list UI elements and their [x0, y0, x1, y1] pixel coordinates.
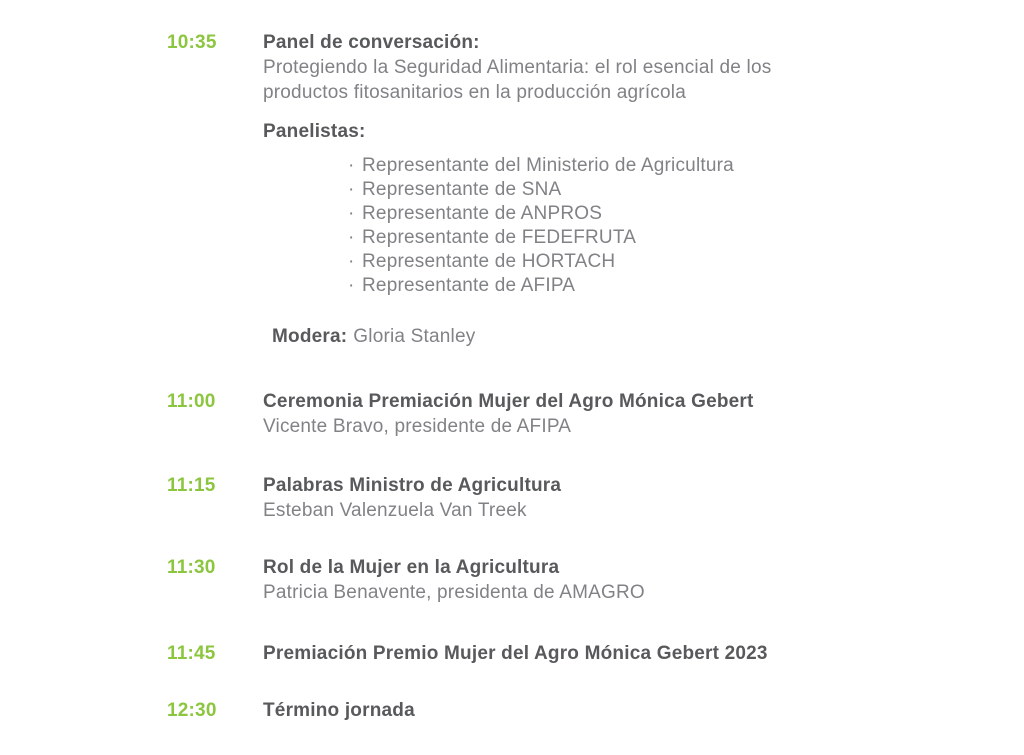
- time-label: 11:15: [167, 475, 216, 496]
- bullet-dot: ·: [348, 179, 355, 200]
- bullet-dot: ·: [348, 155, 355, 176]
- agenda-item-content: [263, 30, 903, 349]
- panelist-name: Representante de SNA: [362, 179, 562, 200]
- panelist-item: [348, 226, 903, 250]
- event-title: Rol de la Mujer en la Agricultura: [263, 557, 560, 578]
- event-title: Ceremonia Premiación Mujer del Agro Mónica Gebert: [263, 391, 754, 412]
- agenda-item-termino: [167, 698, 1024, 723]
- panelist-name: Representante de ANPROS: [362, 203, 603, 224]
- panelist-name: Representante del Ministerio de Agricultura: [362, 155, 734, 176]
- bullet-dot: ·: [348, 251, 355, 272]
- agenda-item-content: [263, 473, 903, 523]
- panelist-list: [263, 154, 903, 298]
- panelist-name: Representante de FEDEFRUTA: [362, 227, 637, 248]
- event-title: Término jornada: [263, 700, 415, 721]
- bullet-dot: ·: [348, 275, 355, 296]
- event-description: [263, 55, 903, 105]
- event-title: Palabras Ministro de Agricultura: [263, 475, 562, 496]
- agenda-item-palabras-ministro: [167, 473, 1024, 523]
- panelist-item: [348, 250, 903, 274]
- panelist-name: Representante de AFIPA: [362, 275, 576, 296]
- time-label: 11:45: [167, 643, 216, 664]
- event-description-line: productos fitosanitarios en la producción agrícola: [263, 82, 686, 103]
- panelist-item: [348, 154, 903, 178]
- panelists-heading: Panelistas:: [263, 121, 366, 142]
- time-label: 10:35: [167, 32, 217, 53]
- panelist-item: [348, 202, 903, 226]
- event-subtitle: Esteban Valenzuela Van Treek: [263, 500, 527, 521]
- panelist-item: [348, 274, 903, 298]
- bullet-dot: ·: [348, 227, 355, 248]
- time-label: 12:30: [167, 700, 217, 721]
- event-title: Premiación Premio Mujer del Agro Mónica Gebert 2023: [263, 643, 768, 664]
- agenda-item-content: [263, 555, 903, 605]
- moderator-label: Modera:: [272, 326, 348, 347]
- agenda-item-panel: [167, 30, 1024, 349]
- bullet-dot: ·: [348, 203, 355, 224]
- moderator-line: [263, 324, 903, 349]
- agenda-item-content: [263, 641, 903, 666]
- agenda-item-premiacion: [167, 641, 1024, 666]
- event-subtitle: Vicente Bravo, presidente de AFIPA: [263, 416, 572, 437]
- time-label: 11:30: [167, 557, 216, 578]
- event-subtitle: Patricia Benavente, presidenta de AMAGRO: [263, 582, 645, 603]
- moderator-name: Gloria Stanley: [353, 326, 476, 347]
- agenda-item-rol-mujer: [167, 555, 1024, 605]
- agenda-item-content: [263, 698, 903, 723]
- event-title: Panel de conversación:: [263, 32, 480, 53]
- panelist-name: Representante de HORTACH: [362, 251, 616, 272]
- agenda-item-content: [263, 389, 903, 439]
- event-description-line: Protegiendo la Seguridad Alimentaria: el rol esencial de los: [263, 57, 772, 78]
- time-label: 11:00: [167, 391, 216, 412]
- panelist-item: [348, 178, 903, 202]
- agenda-item-ceremonia: [167, 389, 1024, 439]
